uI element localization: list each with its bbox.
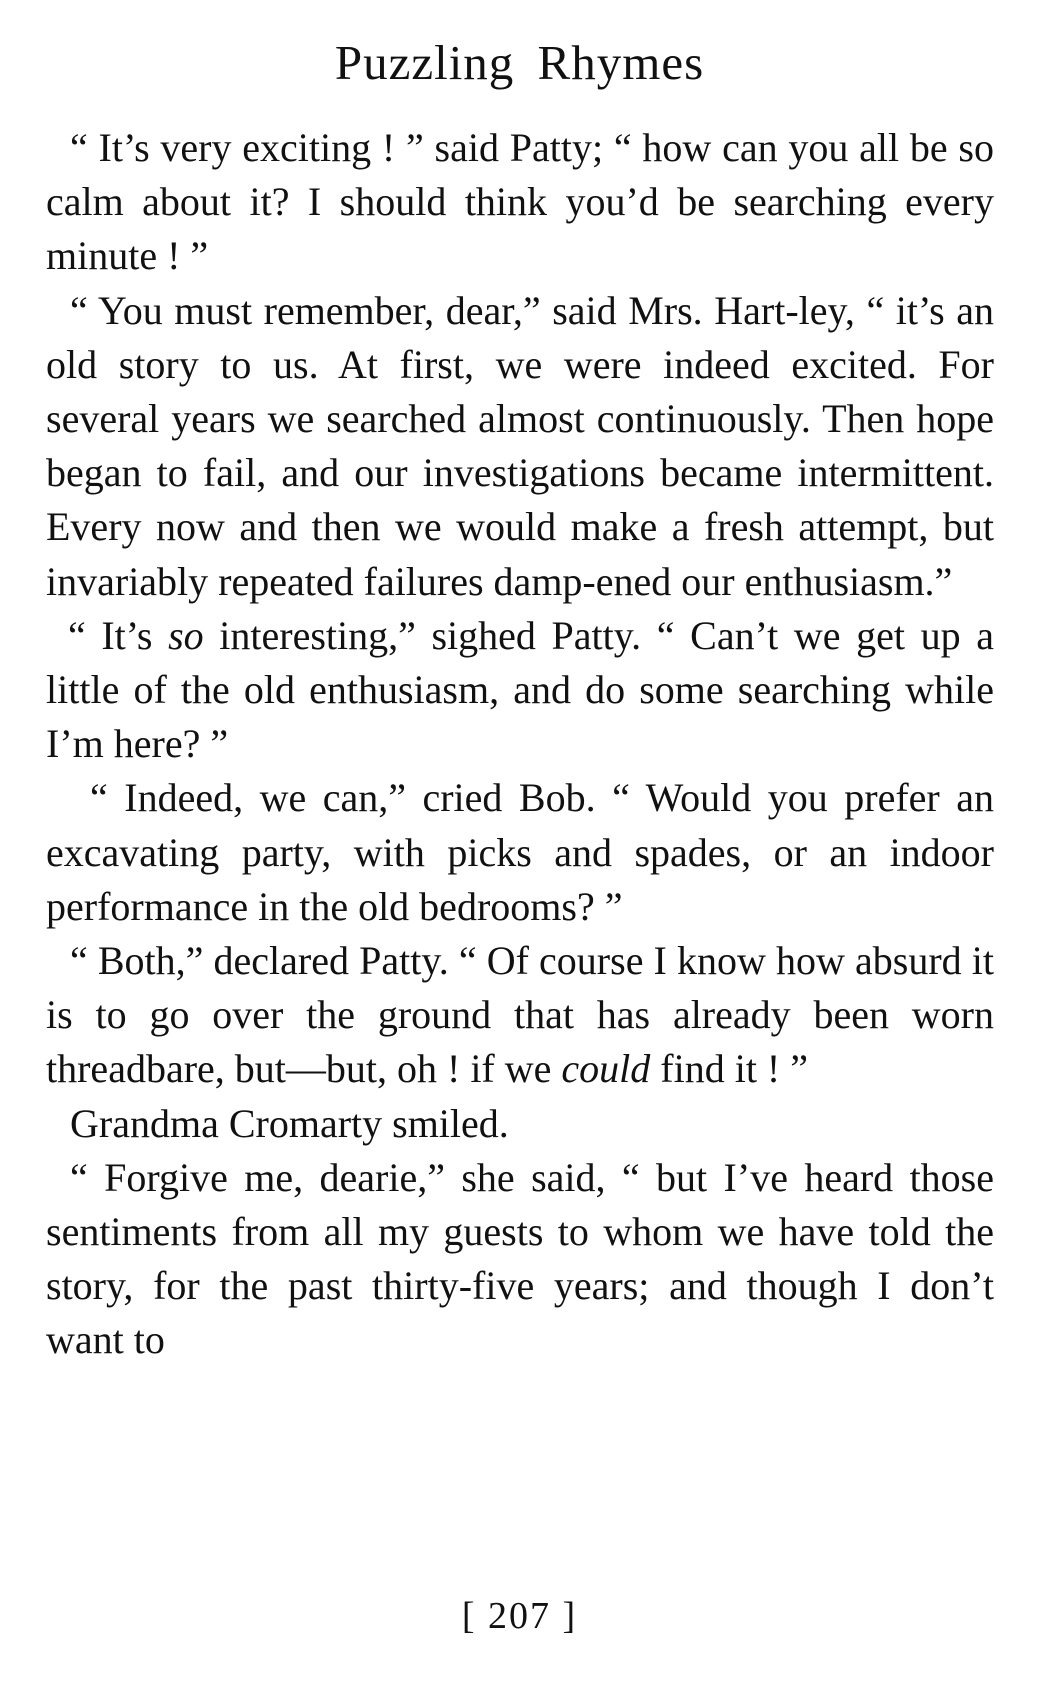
paragraph-5-part-1: “ Both,” declared Patty. “ Of course I know how absurd it is to go over the ground that has already been worn threadbare, but—but, oh ! if we xyxy=(46,938,994,1092)
paragraph-3-part-2: interesting,” sighed Patty. “ Can’t we get up a little of the old enthusiasm, and do some searching while I’m here? ” xyxy=(46,612,994,767)
paragraph-6: Grandma Cromarty smiled. xyxy=(70,1100,509,1146)
paragraph-5 xyxy=(46,934,994,1097)
paragraph-1: “ It’s very exciting ! ” said Patty; “ how can you all be so calm about it? I should think you’d be searching every minute ! ” xyxy=(46,125,994,279)
paragraph-3 xyxy=(46,609,994,772)
body-text xyxy=(46,121,994,1368)
paragraph-5-italic: could xyxy=(561,1046,651,1092)
page-number: [ 207 ] xyxy=(461,1595,578,1637)
paragraph-4: “ Indeed, we can,” cried Bob. “ Would you prefer an excavating party, with picks and spades, or an indoor performance in the old bedrooms? ” xyxy=(46,775,994,929)
paragraph-3-italic: so xyxy=(168,612,204,658)
paragraph-5-part-2: find it ! ” xyxy=(650,1046,808,1092)
running-head: Puzzling Rhymes xyxy=(334,35,705,90)
paragraph-2: “ You must remember, dear,” said Mrs. Hart-ley, “ it’s an old story to us. At first, we were indeed excited. For several years we searched almost continuously. Then hope began to fail, and our investigations became intermittent. Every now and then we would make a fresh attempt, but invariably repeated failures damp-ened our enthusiasm.” xyxy=(46,287,994,604)
paragraph-7: “ Forgive me, dearie,” she said, “ but I’ve heard those sentiments from all my guests to whom we have told the story, for the past thirty-five years; and though I don’t want to xyxy=(46,1154,994,1363)
paragraph-3-part-1: “ It’s xyxy=(68,612,169,658)
